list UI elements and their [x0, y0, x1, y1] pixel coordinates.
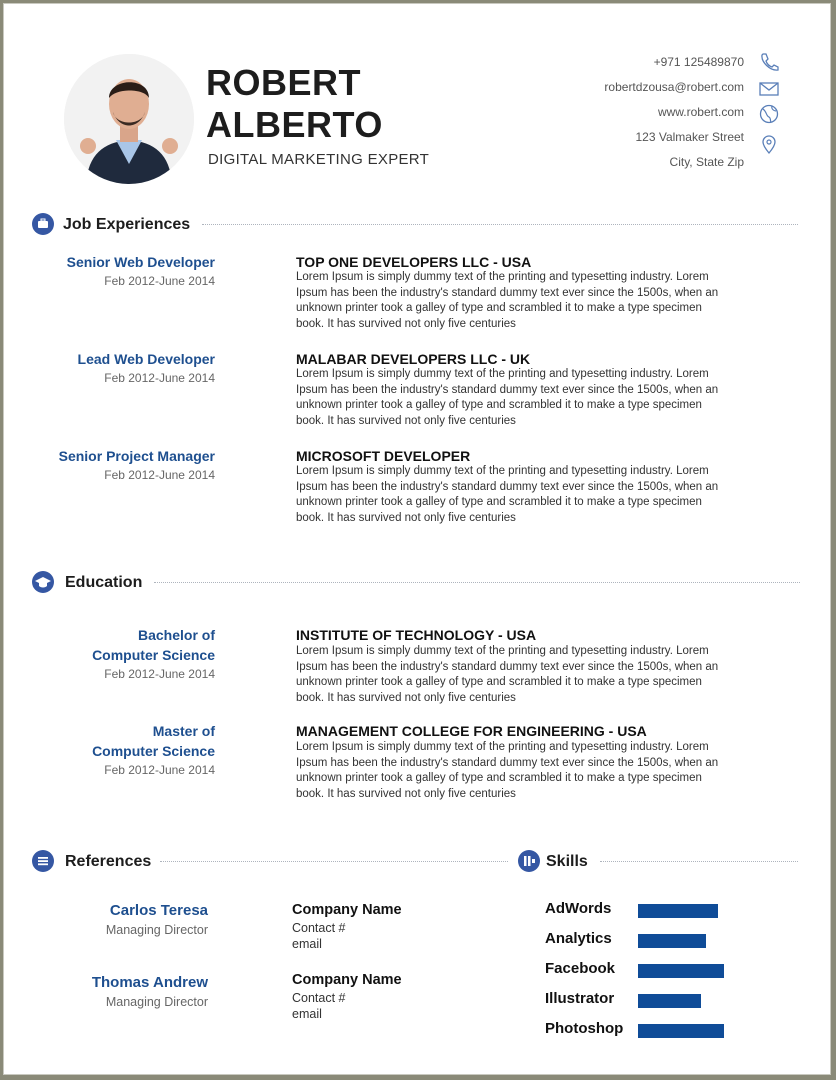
- reference-company: Company Name: [292, 902, 402, 918]
- job-dates: Feb 2012-June 2014: [104, 468, 215, 482]
- edu-dates: Feb 2012-June 2014: [104, 763, 215, 777]
- job-description: Lorem Ipsum is simply dummy text of the printing and typesetting industry. Lorem Ipsum has been the industry's standard dummy text ever since the 1500s, when an unknown printer took a galley of type and scrambled it to make a type specimen book. It has survived not only five centuries: [296, 271, 719, 330]
- section-title-experience: Job Experiences: [63, 216, 191, 233]
- job-company: TOP ONE DEVELOPERS LLC - USA: [296, 254, 532, 270]
- contact-address: 123 Valmaker Street: [635, 130, 744, 144]
- section-title-references: References: [65, 853, 152, 870]
- degree-line-2: Computer Science: [92, 743, 215, 759]
- list-icon: [32, 850, 54, 872]
- reference-name: Carlos Teresa: [109, 902, 208, 919]
- section-divider: [160, 861, 508, 862]
- contact-phone[interactable]: +971 125489870: [653, 55, 744, 69]
- edu-description: Lorem Ipsum is simply dummy text of the printing and typesetting industry. Lorem Ipsum has been the industry's standard dummy text ever since the 1500s, when an unknown printer took a galley of type and scrambled it to make a type specimen book. It has survived not only five centuries: [296, 645, 719, 704]
- school-name: INSTITUTE OF TECHNOLOGY - USA: [296, 627, 537, 643]
- job-company: MICROSOFT DEVELOPER: [296, 448, 471, 464]
- skill-name: AdWords: [545, 900, 612, 917]
- degree-line-1: Bachelor of: [137, 627, 215, 643]
- degree-line-1: Master of: [152, 723, 215, 739]
- reference-contact: Contact #: [292, 921, 346, 935]
- skill-level-bar: [638, 934, 706, 948]
- skill-level-bar: [638, 964, 724, 978]
- profile-photo: [64, 54, 194, 184]
- contact-website[interactable]: www.robert.com: [657, 105, 744, 119]
- globe-icon: [758, 103, 780, 125]
- job-role: Senior Project Manager: [58, 448, 215, 464]
- job-role: Senior Web Developer: [66, 254, 215, 270]
- job-dates: Feb 2012-June 2014: [104, 371, 215, 385]
- job-role: Lead Web Developer: [77, 351, 215, 367]
- job-company: MALABAR DEVELOPERS LLC - UK: [296, 351, 531, 367]
- section-title-education: Education: [65, 574, 143, 591]
- skill-name: Photoshop: [545, 1020, 624, 1037]
- edu-description: Lorem Ipsum is simply dummy text of the printing and typesetting industry. Lorem Ipsum has been the industry's standard dummy text ever since the 1500s, when an unknown printer took a galley of type and scrambled it to make a type specimen book. It has survived not only five centuries: [296, 741, 719, 800]
- graduation-cap-icon: [32, 571, 54, 593]
- reference-contact: Contact #: [292, 991, 346, 1005]
- school-name: MANAGEMENT COLLEGE FOR ENGINEERING - USA: [296, 723, 647, 739]
- section-divider: [154, 582, 800, 583]
- contact-email[interactable]: robertdzousa@robert.com: [604, 80, 744, 94]
- phone-icon: [758, 51, 780, 73]
- envelope-icon: [758, 78, 780, 100]
- reference-role: Managing Director: [105, 995, 208, 1009]
- skill-level-bar: [638, 994, 701, 1008]
- skill-level-bar: [638, 904, 718, 918]
- section-divider: [600, 861, 798, 862]
- person-avatar-icon: [64, 54, 194, 184]
- resume-page: [3, 3, 831, 1075]
- edu-dates: Feb 2012-June 2014: [104, 667, 215, 681]
- degree-line-2: Computer Science: [92, 647, 215, 663]
- candidate-name: ROBERT ALBERTO: [206, 62, 383, 145]
- briefcase-icon: [32, 213, 54, 235]
- candidate-title: DIGITAL MARKETING EXPERT: [208, 151, 430, 168]
- reference-email: email: [292, 937, 322, 951]
- job-description: Lorem Ipsum is simply dummy text of the printing and typesetting industry. Lorem Ipsum has been the industry's standard dummy text ever since the 1500s, when an unknown printer took a galley of type and scrambled it to make a type specimen book. It has survived not only five centuries: [296, 465, 719, 524]
- job-description: Lorem Ipsum is simply dummy text of the printing and typesetting industry. Lorem Ipsum has been the industry's standard dummy text ever since the 1500s, when an unknown printer took a galley of type and scrambled it to make a type specimen book. It has survived not only five centuries: [296, 368, 719, 427]
- skills-bars-icon: [518, 850, 540, 872]
- contact-city: City, State Zip: [669, 155, 744, 169]
- reference-email: email: [292, 1007, 322, 1021]
- location-pin-icon: [758, 133, 780, 155]
- skill-level-bar: [638, 1024, 724, 1038]
- skill-name: Facebook: [545, 960, 616, 977]
- skill-name: Analytics: [545, 930, 612, 947]
- reference-name: Thomas Andrew: [91, 974, 208, 991]
- reference-role: Managing Director: [105, 923, 208, 937]
- job-dates: Feb 2012-June 2014: [104, 274, 215, 288]
- reference-company: Company Name: [292, 972, 402, 988]
- section-divider: [202, 224, 798, 225]
- section-title-skills: Skills: [546, 853, 588, 870]
- skill-name: Illustrator: [545, 990, 615, 1007]
